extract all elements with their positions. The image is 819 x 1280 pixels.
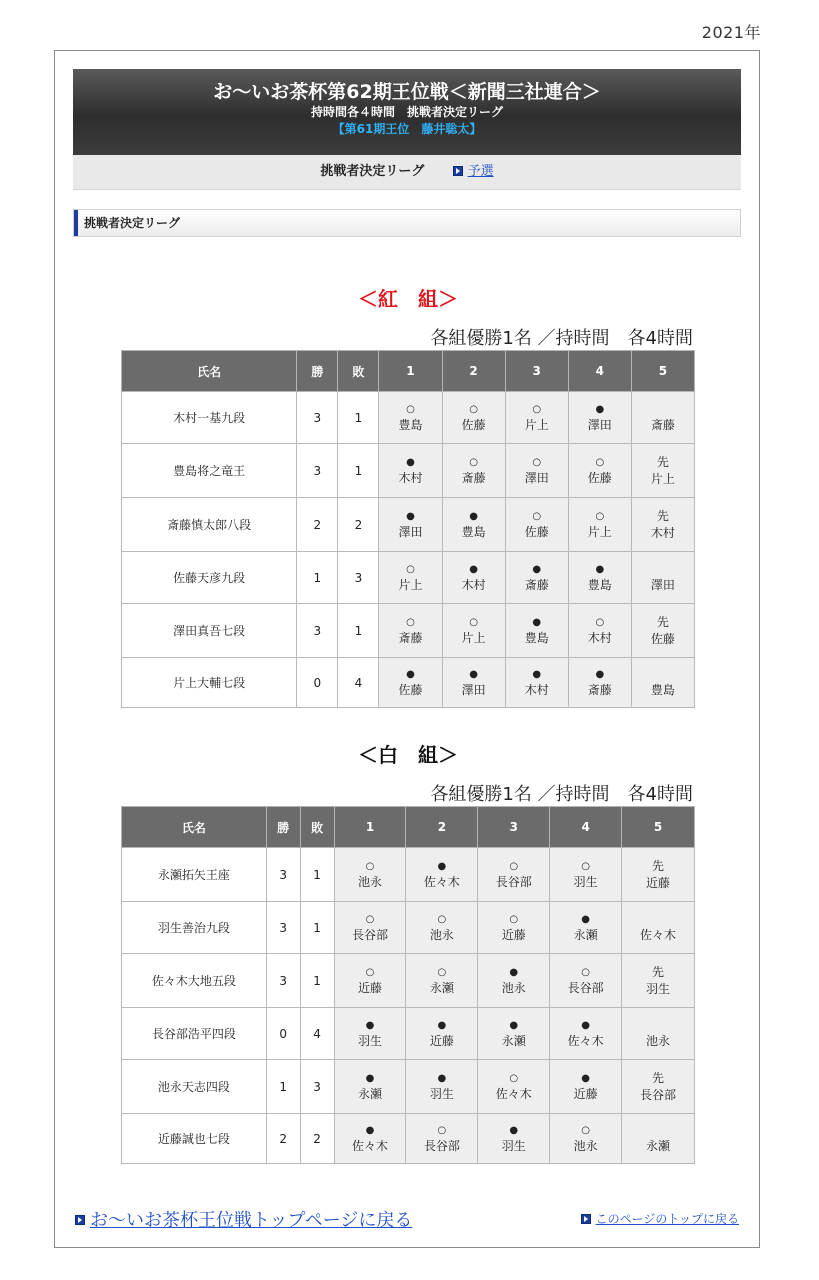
opponent-name: 池永 [501, 980, 526, 995]
game-cell [631, 604, 694, 658]
game-cell [379, 604, 442, 658]
section-heading: 挑戦者決定リーグ [73, 209, 741, 237]
game-cell [550, 848, 622, 902]
opponent-name: 斎藤 [587, 682, 612, 697]
win-count: 3 [266, 902, 300, 954]
opponent-name: 斎藤 [650, 417, 675, 432]
result-mark: 先 [652, 1071, 665, 1085]
result-mark: ○ [581, 860, 590, 872]
game-cell [334, 1114, 406, 1164]
result-mark: ○ [595, 456, 605, 468]
opponent-name: 片上 [587, 524, 612, 539]
player-name: 片上大輔七段 [122, 658, 297, 708]
col-header-round: 2 [442, 351, 505, 392]
arrow-square-icon [581, 1214, 591, 1224]
opponent-name: 池永 [646, 1033, 671, 1048]
game-cell [622, 902, 695, 954]
game-cell [379, 658, 442, 708]
player-name: 長谷部浩平四段 [122, 1008, 267, 1060]
opponent-name: 永瀬 [357, 1086, 382, 1101]
win-count: 1 [266, 1060, 300, 1114]
result-mark: ● [406, 456, 415, 468]
result-mark: ○ [469, 456, 478, 468]
opponent-name: 羽生 [357, 1033, 382, 1048]
win-count: 3 [266, 848, 300, 902]
game-cell [550, 1008, 622, 1060]
game-cell [478, 848, 550, 902]
table-row [122, 392, 695, 444]
subnav-current: 挑戦者決定リーグ [320, 164, 425, 179]
game-cell [568, 658, 631, 708]
win-count: 2 [266, 1114, 300, 1164]
result-mark: ● [532, 563, 542, 575]
win-count: 0 [266, 1008, 300, 1060]
opponent-name: 羽生 [573, 874, 598, 889]
result-mark: ○ [532, 510, 542, 522]
table-row [122, 954, 695, 1008]
game-cell [334, 848, 406, 902]
opponent-name: 佐々木 [423, 874, 460, 889]
col-header-round: 1 [334, 807, 406, 848]
opponent-name: 池永 [429, 927, 454, 942]
loss-count: 3 [338, 552, 379, 604]
opponent-name: 澤田 [398, 524, 423, 539]
opponent-name: 近藤 [646, 876, 671, 890]
result-mark: ● [437, 1072, 447, 1084]
result-mark: ○ [595, 510, 605, 522]
result-mark: 先 [656, 455, 669, 469]
opponent-name: 木村 [398, 470, 423, 485]
arrow-square-icon [453, 166, 463, 176]
opponent-name: 池永 [357, 874, 382, 889]
result-mark: ● [581, 1019, 590, 1031]
result-mark: ○ [469, 403, 478, 415]
result-mark: ● [509, 1019, 519, 1031]
opponent-name: 豊島 [587, 577, 612, 592]
year-label: 2021年 [701, 23, 761, 42]
result-mark: ○ [437, 966, 447, 978]
opponent-name: 近藤 [357, 980, 382, 995]
col-header-round: 4 [550, 807, 622, 848]
game-cell [631, 392, 694, 444]
player-name: 近藤誠也七段 [122, 1114, 267, 1164]
opponent-name: 斎藤 [398, 630, 423, 645]
result-mark: ● [469, 563, 478, 575]
opponent-name: 羽生 [646, 982, 671, 996]
game-cell [622, 1008, 695, 1060]
game-cell [379, 552, 442, 604]
game-cell [622, 1114, 695, 1164]
game-cell [406, 848, 478, 902]
group-info-red: 各組優勝1名 ／持時間 各4時間 [430, 328, 693, 349]
opponent-name: 永瀬 [646, 1138, 671, 1153]
win-count: 1 [297, 552, 338, 604]
result-mark: ○ [365, 966, 375, 978]
result-mark: ○ [406, 403, 415, 415]
page-header [73, 69, 741, 155]
table-row [122, 658, 695, 708]
table-row [122, 1060, 695, 1114]
table-row [122, 1008, 695, 1060]
opponent-name: 長谷部 [567, 980, 604, 995]
game-cell [442, 444, 505, 498]
col-header-name: 氏名 [122, 807, 267, 848]
result-mark: ● [595, 403, 605, 415]
game-cell [478, 1060, 550, 1114]
loss-count: 4 [300, 1008, 334, 1060]
game-cell [505, 552, 568, 604]
result-mark: 先 [652, 965, 665, 979]
game-cell [505, 658, 568, 708]
game-cell [334, 1008, 406, 1060]
opponent-name: 木村 [524, 682, 549, 697]
result-mark: ● [532, 616, 542, 628]
opponent-name: 片上 [650, 472, 675, 486]
loss-count: 1 [338, 444, 379, 498]
game-cell [622, 1060, 695, 1114]
result-mark: ● [406, 668, 415, 680]
game-cell [550, 1114, 622, 1164]
win-count: 3 [297, 444, 338, 498]
arrow-square-icon [75, 1215, 85, 1225]
opponent-name: 斎藤 [524, 577, 549, 592]
result-mark: ○ [365, 860, 375, 872]
result-mark: ● [509, 966, 519, 978]
result-mark: ● [437, 1019, 447, 1031]
result-mark: ● [469, 510, 478, 522]
loss-count: 2 [338, 498, 379, 552]
opponent-name: 永瀬 [429, 980, 454, 995]
opponent-name: 永瀬 [501, 1033, 526, 1048]
game-cell [505, 444, 568, 498]
game-cell [478, 954, 550, 1008]
player-name: 木村一基九段 [122, 392, 297, 444]
game-cell [568, 392, 631, 444]
result-mark: ○ [581, 966, 590, 978]
result-mark: ○ [509, 860, 519, 872]
page-title: お〜いお茶杯第62期王位戦＜新聞三社連合＞ [213, 81, 601, 103]
result-mark: ○ [406, 563, 415, 575]
opponent-name: 長谷部 [495, 874, 532, 889]
col-header-round: 3 [478, 807, 550, 848]
game-cell [631, 444, 694, 498]
player-name: 羽生善治九段 [122, 902, 267, 954]
game-cell [505, 604, 568, 658]
game-cell [568, 444, 631, 498]
player-name: 池永天志四段 [122, 1060, 267, 1114]
table-row [122, 498, 695, 552]
opponent-name: 片上 [398, 577, 423, 592]
player-name: 永瀬拓矢王座 [122, 848, 267, 902]
game-cell [568, 498, 631, 552]
loss-count: 4 [338, 658, 379, 708]
table-row [122, 604, 695, 658]
game-cell [442, 658, 505, 708]
win-count: 0 [297, 658, 338, 708]
game-cell [568, 552, 631, 604]
result-mark [622, 1019, 694, 1033]
result-mark: ● [365, 1019, 375, 1031]
table-row [122, 902, 695, 954]
result-mark: 先 [656, 509, 669, 523]
opponent-name: 長谷部 [423, 1138, 460, 1153]
result-mark: ● [532, 668, 542, 680]
opponent-name: 片上 [461, 630, 486, 645]
table-row [122, 444, 695, 498]
sub-navigation [73, 155, 741, 190]
table-row [122, 552, 695, 604]
game-cell [550, 1060, 622, 1114]
game-cell [550, 902, 622, 954]
win-count: 3 [266, 954, 300, 1008]
opponent-name: 近藤 [573, 1086, 598, 1101]
col-header-win: 勝 [266, 807, 300, 848]
game-cell [406, 1060, 478, 1114]
opponent-name: 木村 [587, 630, 612, 645]
opponent-name: 佐藤 [461, 417, 486, 432]
result-mark: ● [365, 1072, 375, 1084]
player-name: 斎藤慎太郎八段 [122, 498, 297, 552]
col-header-name: 氏名 [122, 351, 297, 392]
result-mark: ● [581, 1072, 590, 1084]
result-mark: ● [595, 563, 605, 575]
col-header-win: 勝 [297, 351, 338, 392]
player-name: 佐藤天彦九段 [122, 552, 297, 604]
result-mark: ○ [595, 616, 605, 628]
opponent-name: 佐藤 [587, 470, 612, 485]
game-cell [622, 848, 695, 902]
loss-count: 1 [300, 954, 334, 1008]
loss-count: 2 [300, 1114, 334, 1164]
result-mark: 先 [652, 859, 665, 873]
game-cell [505, 392, 568, 444]
game-cell [631, 498, 694, 552]
opponent-name: 澤田 [650, 577, 675, 592]
game-cell [406, 954, 478, 1008]
loss-count: 3 [300, 1060, 334, 1114]
win-count: 3 [297, 604, 338, 658]
result-mark [622, 1124, 694, 1138]
col-header-round: 3 [505, 351, 568, 392]
col-header-round: 1 [379, 351, 442, 392]
opponent-name: 豊島 [398, 417, 423, 432]
table-row [122, 848, 695, 902]
game-cell [631, 552, 694, 604]
opponent-name: 羽生 [429, 1086, 454, 1101]
group-info-white: 各組優勝1名 ／持時間 各4時間 [430, 784, 693, 805]
result-mark: 先 [656, 615, 669, 629]
table-header-row [122, 351, 695, 392]
game-cell [406, 1008, 478, 1060]
opponent-name: 澤田 [587, 417, 612, 432]
opponent-name: 佐藤 [524, 524, 549, 539]
group-title-red: ＜紅 組＞ [358, 287, 458, 311]
result-mark: ● [365, 1124, 375, 1136]
opponent-name: 片上 [524, 417, 549, 432]
opponent-name: 佐々木 [567, 1033, 604, 1048]
group-title-white: ＜白 組＞ [358, 743, 458, 767]
footer-top [581, 1210, 739, 1227]
opponent-name: 澤田 [461, 682, 486, 697]
opponent-name: 永瀬 [573, 927, 598, 942]
col-header-round: 5 [622, 807, 695, 848]
opponent-name: 豊島 [461, 524, 486, 539]
page-subtitle: 持時間各４時間 挑戦者決定リーグ [310, 105, 503, 119]
result-mark: ○ [532, 456, 542, 468]
game-cell [334, 954, 406, 1008]
game-cell [478, 1008, 550, 1060]
opponent-name: 佐藤 [398, 682, 423, 697]
result-mark: ● [469, 668, 478, 680]
game-cell [442, 552, 505, 604]
col-header-loss: 敗 [338, 351, 379, 392]
win-count: 2 [297, 498, 338, 552]
result-mark: ● [406, 510, 415, 522]
opponent-name: 近藤 [429, 1033, 454, 1048]
result-mark: ○ [469, 616, 478, 628]
page-top-link[interactable]: このページのトップに戻る [595, 1212, 739, 1226]
game-cell [334, 1060, 406, 1114]
col-header-loss: 敗 [300, 807, 334, 848]
opponent-name: 佐々木 [495, 1086, 532, 1101]
preliminary-link[interactable]: 予選 [467, 164, 494, 179]
result-mark: ● [437, 860, 447, 872]
league-table-white [121, 806, 695, 1164]
result-mark [632, 563, 694, 577]
game-cell [505, 498, 568, 552]
col-header-round: 5 [631, 351, 694, 392]
result-mark [632, 403, 694, 417]
result-mark [622, 913, 694, 927]
player-name: 佐々木大地五段 [122, 954, 267, 1008]
opponent-name: 佐々木 [351, 1138, 388, 1153]
game-cell [406, 1114, 478, 1164]
opponent-name: 池永 [573, 1138, 598, 1153]
opponent-name: 近藤 [501, 927, 526, 942]
player-name: 澤田真吾七段 [122, 604, 297, 658]
result-mark: ● [509, 1124, 519, 1136]
game-cell [406, 902, 478, 954]
game-cell [442, 392, 505, 444]
opponent-name: 佐々木 [640, 927, 677, 942]
back-to-top-page-link[interactable]: お〜いお茶杯王位戦トップページに戻る [90, 1210, 413, 1231]
game-cell [334, 902, 406, 954]
player-name: 豊島将之竜王 [122, 444, 297, 498]
opponent-name: 豊島 [524, 630, 549, 645]
loss-count: 1 [338, 604, 379, 658]
result-mark: ○ [365, 913, 375, 925]
opponent-name: 羽生 [501, 1138, 526, 1153]
opponent-name: 木村 [650, 526, 675, 540]
game-cell [478, 1114, 550, 1164]
game-cell [631, 658, 694, 708]
title-holder: 【第61期王位 藤井聡太】 [332, 122, 482, 136]
game-cell [550, 954, 622, 1008]
opponent-name: 澤田 [524, 470, 549, 485]
col-header-round: 2 [406, 807, 478, 848]
opponent-name: 長谷部 [351, 927, 388, 942]
game-cell [442, 498, 505, 552]
result-mark: ● [581, 913, 590, 925]
result-mark: ○ [406, 616, 415, 628]
result-mark: ○ [437, 913, 447, 925]
opponent-name: 斎藤 [461, 470, 486, 485]
game-cell [478, 902, 550, 954]
game-cell [379, 498, 442, 552]
result-mark: ○ [437, 1124, 447, 1136]
league-table-red [121, 350, 695, 708]
result-mark: ○ [532, 403, 542, 415]
loss-count: 1 [300, 902, 334, 954]
opponent-name: 木村 [461, 577, 486, 592]
opponent-name: 長谷部 [640, 1088, 677, 1102]
result-mark [632, 668, 694, 682]
result-mark: ● [595, 668, 605, 680]
loss-count: 1 [300, 848, 334, 902]
content-frame [54, 50, 760, 1248]
result-mark: ○ [581, 1124, 590, 1136]
result-mark: ○ [509, 913, 519, 925]
table-header-row [122, 807, 695, 848]
game-cell [568, 604, 631, 658]
opponent-name: 豊島 [650, 682, 675, 697]
game-cell [442, 604, 505, 658]
col-header-round: 4 [568, 351, 631, 392]
loss-count: 1 [338, 392, 379, 444]
opponent-name: 佐藤 [650, 632, 675, 646]
footer-back [75, 1206, 412, 1232]
table-row [122, 1114, 695, 1164]
win-count: 3 [297, 392, 338, 444]
game-cell [379, 444, 442, 498]
game-cell [379, 392, 442, 444]
game-cell [622, 954, 695, 1008]
result-mark: ○ [509, 1072, 519, 1084]
